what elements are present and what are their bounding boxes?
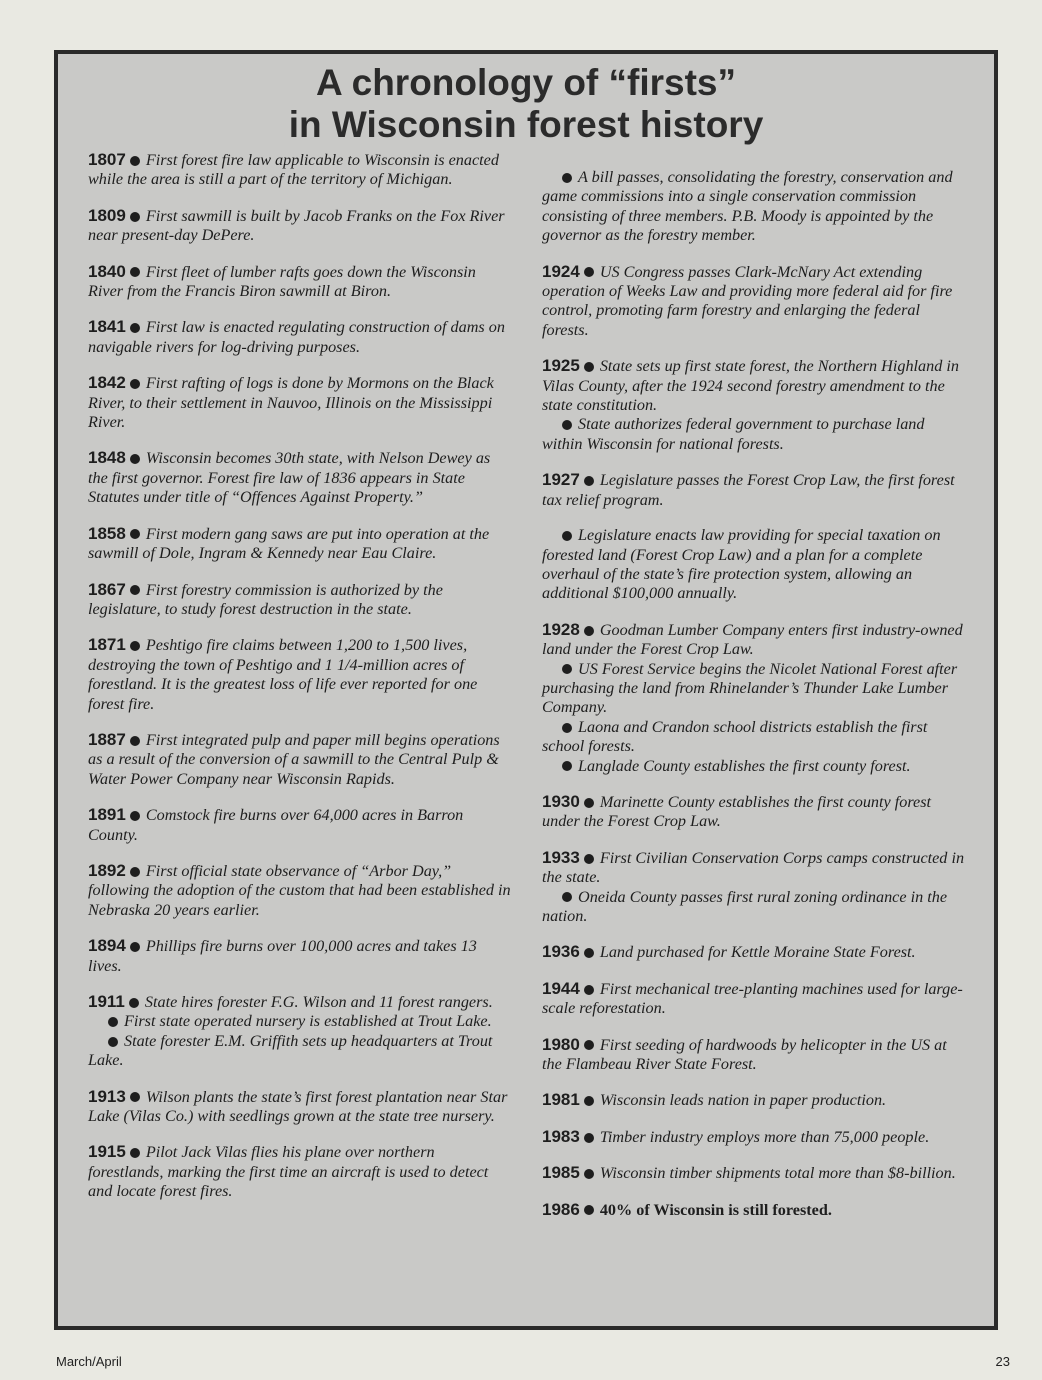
bullet-icon xyxy=(130,1092,140,1102)
bullet-icon xyxy=(562,892,572,902)
timeline-entry xyxy=(542,356,967,454)
entry-year: 1809 xyxy=(88,205,126,225)
bullet-icon xyxy=(562,173,572,183)
timeline-entry xyxy=(88,373,513,432)
timeline-entry xyxy=(88,992,513,1071)
title-line-2: in Wisconsin forest history xyxy=(288,104,764,145)
entry-text: Legislature enacts law providing for special taxation on forested land (Forest Crop Law) and a plan for a complete overhaul of the state’s fire protection system, allowing an additional $100,000 annually. xyxy=(542,526,941,603)
bullet-icon xyxy=(584,948,594,958)
bullet-icon xyxy=(584,1096,594,1106)
entry-year: 1915 xyxy=(88,1142,126,1162)
bullet-icon xyxy=(130,454,140,464)
timeline-entry xyxy=(88,805,513,845)
bullet-icon xyxy=(584,626,594,636)
bullet-icon xyxy=(562,531,572,541)
entry-year: 1930 xyxy=(542,791,580,811)
entry-text: First modern gang saws are put into operation at the sawmill of Dole, Ingram & Kennedy near Eau Claire. xyxy=(88,524,490,563)
entry-year: 1841 xyxy=(88,317,126,337)
entry-text: First Civilian Conservation Corps camps constructed in the state. xyxy=(542,848,965,887)
bullet-icon xyxy=(584,985,594,995)
timeline-entry xyxy=(542,942,967,962)
left-column xyxy=(88,150,513,1218)
entry-text: First forestry commission is authorized by the legislature, to study forest destruction in the state. xyxy=(88,580,443,618)
entry-text: First rafting of logs is done by Mormons on the Black River, to their settlement in Nauvoo, Illinois on the Mississippi River. xyxy=(88,374,494,432)
entry-sub-item xyxy=(542,415,967,454)
bullet-icon xyxy=(584,1133,594,1143)
bullet-icon xyxy=(562,664,572,674)
entry-text: Wisconsin becomes 30th state, with Nelson Dewey as the first governor. Forest fire law of 1836 appears in State Statutes under title of “Offences Against Property.” xyxy=(88,449,491,507)
bullet-icon xyxy=(130,736,140,746)
timeline-entry xyxy=(88,730,513,789)
entry-year: 1985 xyxy=(542,1163,580,1183)
entry-text: Land purchased for Kettle Moraine State Forest. xyxy=(599,943,916,962)
entry-year: 1848 xyxy=(88,448,126,468)
timeline-entry xyxy=(542,848,967,927)
timeline-entry xyxy=(542,262,967,341)
entry-text: First fleet of lumber rafts goes down the Wisconsin River from the Francis Biron sawmill at Biron. xyxy=(88,262,476,301)
entry-year: 1925 xyxy=(542,356,580,376)
timeline-entry xyxy=(88,448,513,507)
timeline-entry-lead xyxy=(542,168,967,246)
entry-text: State hires forester F.G. Wilson and 11 forest rangers. xyxy=(144,993,493,1011)
timeline-entry xyxy=(88,524,513,564)
entry-sub-item xyxy=(88,1032,513,1071)
timeline-entry xyxy=(542,1035,967,1075)
timeline-entry xyxy=(88,861,513,920)
entry-text: First law is enacted regulating construction of dams on navigable rivers for log-driving purposes. xyxy=(88,318,505,356)
entry-year: 1887 xyxy=(88,729,126,749)
entry-text: Wisconsin leads nation in paper production. xyxy=(599,1091,887,1110)
bullet-icon xyxy=(130,867,140,877)
footer-page-number: 23 xyxy=(995,1354,1010,1369)
entry-text: First forest fire law applicable to Wisconsin is enacted while the area is still a part of the territory of Michigan. xyxy=(88,151,499,189)
bullet-icon xyxy=(130,267,140,277)
bullet-icon xyxy=(584,854,594,864)
bullet-icon xyxy=(130,156,140,166)
timeline-entry xyxy=(542,1200,967,1220)
timeline-entry xyxy=(88,1087,513,1127)
timeline-entry xyxy=(542,1090,967,1110)
entry-sub-item xyxy=(542,718,967,757)
entry-year: 1924 xyxy=(542,261,580,281)
bullet-icon xyxy=(108,1017,118,1027)
timeline-entry xyxy=(542,1163,967,1183)
entry-year: 1911 xyxy=(88,992,125,1011)
bullet-icon xyxy=(129,998,139,1008)
entry-text: 40% of Wisconsin is still forested. xyxy=(599,1200,832,1219)
entry-year: 1871 xyxy=(88,635,126,655)
entry-text: Peshtigo fire claims between 1,200 to 1,500 lives, destroying the town of Peshtigo and 1 1/4-million acres of forestland. It is the greatest loss of life ever reported for one forest fire. xyxy=(88,636,478,713)
bullet-icon xyxy=(130,641,140,651)
footer-issue: March/April xyxy=(56,1354,122,1369)
entry-text: Timber industry employs more than 75,000 people. xyxy=(599,1127,930,1146)
timeline-entry xyxy=(542,526,967,604)
entry-text: State sets up first state forest, the Northern Highland in Vilas County, after the 1924 second forestry amendment to the state constitution. xyxy=(542,357,959,415)
entry-text: Comstock fire burns over 64,000 acres in Barron County. xyxy=(88,806,464,844)
timeline-entry xyxy=(542,792,967,832)
entry-text: Legislature passes the Forest Crop Law, the first forest tax relief program. xyxy=(542,471,955,509)
bullet-icon xyxy=(130,323,140,333)
entry-text: Marinette County establishes the first county forest under the Forest Crop Law. xyxy=(542,792,932,831)
bullet-icon xyxy=(562,723,572,733)
right-column xyxy=(542,150,967,1236)
bullet-icon xyxy=(130,529,140,539)
entry-year: 1983 xyxy=(542,1126,580,1146)
timeline-entry xyxy=(542,1127,967,1147)
entry-sub-text: State forester E.M. Griffith sets up headquarters at Trout Lake. xyxy=(88,1031,493,1070)
bullet-icon xyxy=(584,1040,594,1050)
entry-text: First official state observance of “Arbor Day,” following the adoption of the custom that had been established in Nebraska 20 years earlier. xyxy=(88,861,511,919)
bullet-icon xyxy=(584,476,594,486)
entry-sub-text: First state operated nursery is established at Trout Lake. xyxy=(124,1012,492,1031)
entry-text: First mechanical tree-planting machines used for large-scale reforestation. xyxy=(542,979,963,1018)
entry-year: 1867 xyxy=(88,579,126,599)
timeline-entry xyxy=(542,979,967,1019)
entry-year: 1981 xyxy=(542,1090,580,1110)
entry-text: Pilot Jack Vilas flies his plane over northern forestlands, marking the first time an aircraft is used to detect and locate forest fires. xyxy=(88,1143,489,1201)
timeline-entry xyxy=(542,620,967,776)
bullet-icon xyxy=(130,379,140,389)
entry-year: 1936 xyxy=(542,942,580,962)
entry-year: 1927 xyxy=(542,470,580,490)
entry-sub-text: US Forest Service begins the Nicolet National Forest after purchasing the land from Rhinelander’s Thunder Lake Lumber Company. xyxy=(542,659,958,717)
bullet-icon xyxy=(584,1205,594,1215)
entry-year: 1892 xyxy=(88,860,126,880)
entry-year: 1986 xyxy=(542,1199,580,1219)
entry-year: 1807 xyxy=(88,150,126,169)
entry-year: 1894 xyxy=(88,936,126,956)
bullet-icon xyxy=(108,1037,118,1047)
bullet-icon xyxy=(584,267,594,277)
entry-year: 1840 xyxy=(88,261,126,281)
bullet-icon xyxy=(584,1169,594,1179)
bullet-icon xyxy=(584,798,594,808)
entry-text: Wisconsin timber shipments total more than $8-billion. xyxy=(599,1164,956,1183)
timeline-entry xyxy=(88,936,513,976)
bullet-icon xyxy=(130,811,140,821)
bullet-icon xyxy=(130,942,140,952)
entry-sub-text: Langlade County establishes the first county forest. xyxy=(578,756,911,775)
entry-year: 1913 xyxy=(88,1086,126,1106)
timeline-entry xyxy=(88,262,513,302)
timeline-entry xyxy=(88,206,513,246)
timeline-entry xyxy=(88,635,513,714)
entry-text: US Congress passes Clark-McNary Act extending operation of Weeks Law and providing more federal aid for fire control, promoting farm forestry and enlarging the federal forests. xyxy=(542,262,953,339)
entry-year: 1891 xyxy=(88,805,126,825)
entry-text: Phillips fire burns over 100,000 acres and takes 13 lives. xyxy=(88,937,477,975)
entry-year: 1842 xyxy=(88,373,126,393)
entry-year: 1980 xyxy=(542,1034,580,1054)
bullet-icon xyxy=(130,1148,140,1158)
entry-sub-item xyxy=(542,660,967,718)
entry-text: First sawmill is built by Jacob Franks on the Fox River near present-day DePere. xyxy=(88,206,505,245)
entry-text: Wilson plants the state’s first forest plantation near Star Lake (Vilas Co.) with seedlings grown at the state tree nursery. xyxy=(88,1087,508,1126)
entry-sub-text: Oneida County passes first rural zoning ordinance in the nation. xyxy=(542,887,948,925)
page-title xyxy=(58,62,994,146)
chronology-box xyxy=(54,50,998,1330)
bullet-icon xyxy=(130,585,140,595)
entry-sub-item xyxy=(88,1012,513,1031)
title-line-1: A chronology of “firsts” xyxy=(315,62,737,103)
timeline-entry xyxy=(542,470,967,510)
timeline-entry xyxy=(88,580,513,620)
entry-year: 1858 xyxy=(88,523,126,543)
bullet-icon xyxy=(562,761,572,771)
entry-sub-item xyxy=(542,888,967,927)
timeline-entry xyxy=(88,1142,513,1201)
bullet-icon xyxy=(562,420,572,430)
entry-sub-text: Laona and Crandon school districts establish the first school forests. xyxy=(542,717,928,756)
bullet-icon xyxy=(130,212,140,222)
entry-text: A bill passes, consolidating the forestry, conservation and game commissions into a single conservation commission consisting of three members. P.B. Moody is appointed by the governor as the forestry member. xyxy=(542,168,953,245)
entry-sub-item xyxy=(542,757,967,776)
timeline-entry xyxy=(88,150,513,190)
entry-text: First seeding of hardwoods by helicopter in the US at the Flambeau River State Forest. xyxy=(542,1035,947,1074)
bullet-icon xyxy=(584,362,594,372)
entry-text: First integrated pulp and paper mill begins operations as a result of the conversion of a sawmill to the Central Pulp & Water Power Company near Wisconsin Rapids. xyxy=(88,730,500,788)
entry-sub-text: State authorizes federal government to purchase land within Wisconsin for national forests. xyxy=(542,415,925,453)
entry-text: Goodman Lumber Company enters first industry-owned land under the Forest Crop Law. xyxy=(542,620,963,659)
entry-year: 1928 xyxy=(542,619,580,639)
entry-year: 1933 xyxy=(542,847,580,867)
timeline-entry xyxy=(88,317,513,357)
entry-year: 1944 xyxy=(542,978,580,998)
